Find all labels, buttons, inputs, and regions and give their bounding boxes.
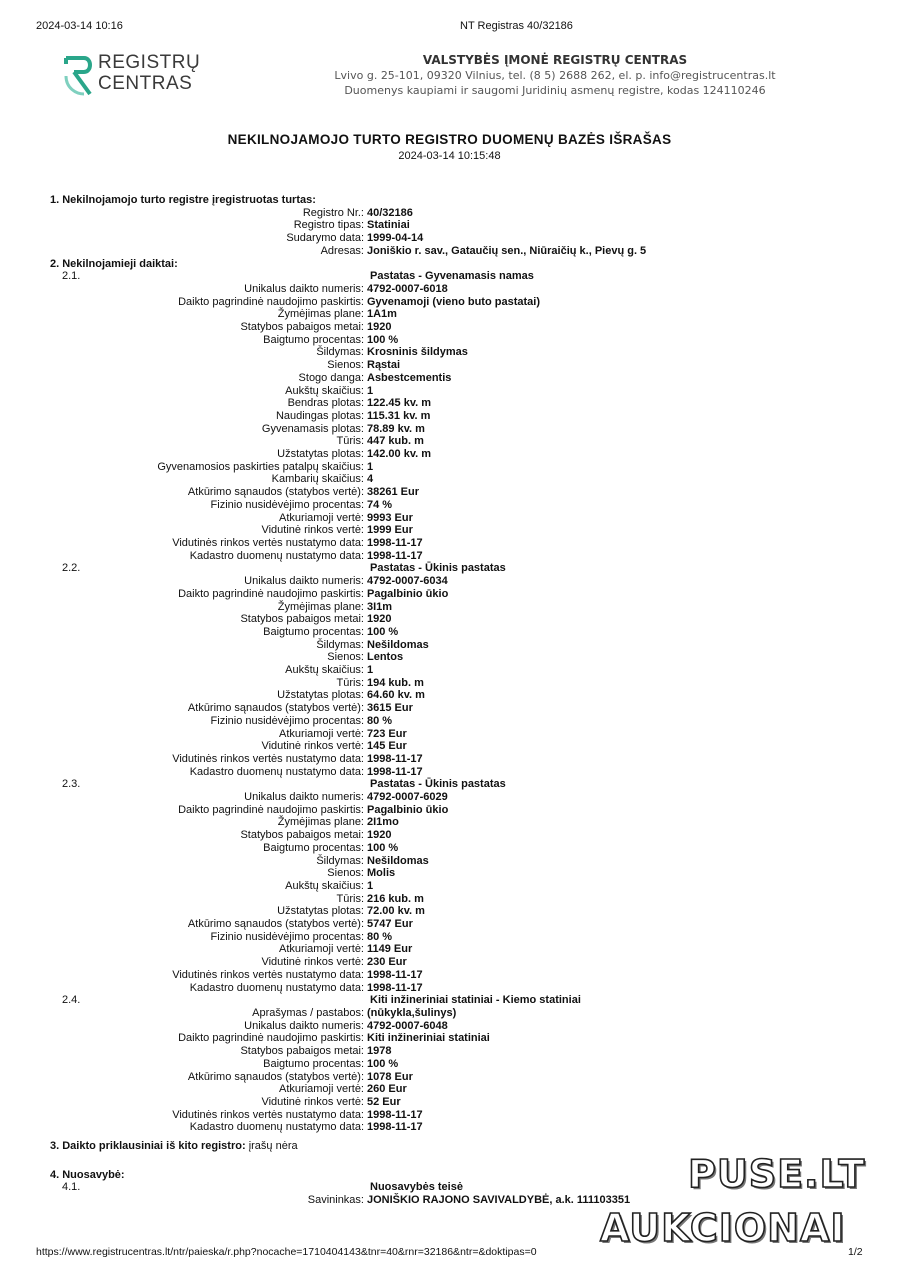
field-row bbox=[0, 385, 899, 398]
field-label: Baigtumo procentas: bbox=[263, 1057, 364, 1070]
logo-text-line1: REGISTRŲ bbox=[98, 52, 201, 73]
field-label: Vidutinės rinkos vertės nustatymo data: bbox=[172, 968, 364, 981]
field-label: Sienos: bbox=[327, 867, 364, 880]
owner-value: JONIŠKIO RAJONO SAVIVALDYBĖ, a.k. 111103351 bbox=[367, 1194, 631, 1207]
field-row bbox=[0, 639, 899, 652]
field-row bbox=[0, 550, 899, 563]
field-value: Lentos bbox=[367, 651, 404, 664]
field-label: Atkūrimo sąnaudos (statybos vertė): bbox=[187, 486, 364, 499]
field-value: 1 bbox=[367, 460, 374, 473]
field-label: Registro tipas: bbox=[293, 219, 364, 232]
field-label: Sudarymo data: bbox=[286, 232, 364, 245]
field-value: 1149 Eur bbox=[367, 943, 413, 956]
item-number: 2.1. bbox=[62, 270, 81, 283]
owner-row bbox=[0, 1194, 899, 1207]
field-label: Baigtumo procentas: bbox=[263, 333, 364, 346]
item-subheading bbox=[0, 994, 899, 1007]
field-row bbox=[0, 1058, 899, 1071]
field-row bbox=[0, 461, 899, 474]
field-value: 122.45 kv. m bbox=[367, 397, 432, 410]
field-value: 64.60 kv. m bbox=[367, 689, 425, 702]
section-4-heading: 4. Nuosavybė: bbox=[50, 1168, 125, 1181]
item-number: 2.4. bbox=[62, 994, 81, 1007]
section-2-heading: 2. Nekilnojamieji daiktai: bbox=[50, 257, 178, 270]
field-label: Daikto pagrindinė naudojimo paskirtis: bbox=[178, 295, 364, 308]
field-value: 80 % bbox=[367, 930, 393, 943]
field-row bbox=[0, 207, 899, 220]
field-row bbox=[0, 397, 899, 410]
field-value: Gyvenamoji (vieno buto pastatai) bbox=[367, 295, 540, 308]
field-value: 4792-0007-6048 bbox=[367, 1019, 448, 1032]
section-3-value: įrašų nėra bbox=[248, 1140, 298, 1153]
field-label: Sienos: bbox=[327, 359, 364, 372]
field-value: 115.31 kv. m bbox=[367, 409, 431, 422]
field-value: 230 Eur bbox=[367, 956, 407, 969]
footer-url: https://www.registrucentras.lt/ntr/paieska/r.php?nocache=1710404143&tnr=40&rnr=32186&ntr=&doktipas=0 bbox=[36, 1246, 537, 1258]
field-label: Daikto pagrindinė naudojimo paskirtis: bbox=[178, 1032, 364, 1045]
field-row bbox=[0, 1007, 899, 1020]
field-row bbox=[0, 1020, 899, 1033]
field-label: Unikalus daikto numeris: bbox=[244, 791, 364, 804]
field-row bbox=[0, 486, 899, 499]
print-datetime: 2024-03-14 10:16 bbox=[36, 20, 123, 32]
field-value: 1998-11-17 bbox=[367, 1121, 423, 1134]
field-row bbox=[0, 321, 899, 334]
field-label: Fizinio nusidėvėjimo procentas: bbox=[210, 498, 364, 511]
logo-text-line2: CENTRAS bbox=[98, 73, 193, 94]
field-label: Kadastro duomenų nustatymo data: bbox=[189, 765, 364, 778]
field-value: 1998-11-17 bbox=[367, 981, 423, 994]
item-title: Pastatas - Gyvenamasis namas bbox=[370, 270, 534, 283]
field-row bbox=[0, 283, 899, 296]
field-value: Nešildomas bbox=[367, 854, 429, 867]
field-row bbox=[0, 753, 899, 766]
field-row bbox=[0, 867, 899, 880]
org-name: VALSTYBĖS ĮMONĖ REGISTRŲ CENTRAS bbox=[422, 53, 688, 67]
field-label: Kadastro duomenų nustatymo data: bbox=[189, 1121, 364, 1134]
item-title: Pastatas - Ūkinis pastatas bbox=[370, 562, 506, 575]
field-value: 1920 bbox=[367, 829, 392, 842]
field-row bbox=[0, 677, 899, 690]
field-row bbox=[0, 931, 899, 944]
field-value: 1978 bbox=[367, 1045, 392, 1058]
field-value: 1998-11-17 bbox=[367, 536, 423, 549]
field-label: Daikto pagrindinė naudojimo paskirtis: bbox=[178, 587, 364, 600]
field-value: Kiti inžineriniai statiniai bbox=[367, 1032, 490, 1045]
field-row bbox=[0, 905, 899, 918]
field-value: 4 bbox=[367, 473, 374, 486]
field-label: Statybos pabaigos metai: bbox=[240, 613, 364, 626]
field-row bbox=[0, 791, 899, 804]
field-label: Atkuriamoji vertė: bbox=[279, 727, 364, 740]
item-title: Kiti inžineriniai statiniai - Kiemo statiniai bbox=[370, 994, 581, 1007]
field-row bbox=[0, 1071, 899, 1084]
field-label: Statybos pabaigos metai: bbox=[240, 829, 364, 842]
field-row bbox=[0, 308, 899, 321]
field-value: 9993 Eur bbox=[367, 511, 413, 524]
field-value: 3615 Eur bbox=[367, 702, 413, 715]
field-row bbox=[0, 804, 899, 817]
field-label: Tūris: bbox=[336, 676, 364, 689]
field-label: Baigtumo procentas: bbox=[263, 841, 364, 854]
item-subheading bbox=[0, 778, 899, 791]
field-row bbox=[0, 651, 899, 664]
field-label: Kadastro duomenų nustatymo data: bbox=[189, 981, 364, 994]
field-label: Vidutinės rinkos vertės nustatymo data: bbox=[172, 536, 364, 549]
field-value: 52 Eur bbox=[367, 1095, 401, 1108]
field-label: Statybos pabaigos metai: bbox=[240, 321, 364, 334]
org-address: Lvivo g. 25-101, 09320 Vilnius, tel. (8 5) 2688 262, el. p. info@registrucentras.lt bbox=[334, 69, 776, 82]
field-value: 216 kub. m bbox=[367, 892, 424, 905]
watermark-line2: AUKCIONAI bbox=[600, 1206, 846, 1250]
field-value: 72.00 kv. m bbox=[367, 905, 425, 918]
field-value: 723 Eur bbox=[367, 727, 407, 740]
field-label: Naudingas plotas: bbox=[275, 409, 364, 422]
field-row bbox=[0, 626, 899, 639]
field-value: 1999 Eur bbox=[367, 524, 413, 537]
field-row bbox=[0, 537, 899, 550]
field-value: 4792-0007-6034 bbox=[367, 575, 448, 588]
field-row bbox=[0, 334, 899, 347]
field-value: Pagalbinio ūkio bbox=[367, 587, 449, 600]
field-label: Šildymas: bbox=[316, 346, 364, 359]
page-number: 1/2 bbox=[848, 1246, 863, 1258]
field-row bbox=[0, 880, 899, 893]
field-row bbox=[0, 423, 899, 436]
field-row bbox=[0, 664, 899, 677]
field-row bbox=[0, 473, 899, 486]
field-label: Žymėjimas plane: bbox=[277, 600, 364, 613]
field-row bbox=[0, 829, 899, 842]
field-row bbox=[0, 702, 899, 715]
field-row bbox=[0, 410, 899, 423]
field-value: 1920 bbox=[367, 321, 392, 334]
section-3-heading: 3. Daikto priklausiniai iš kito registro: bbox=[50, 1140, 246, 1153]
field-row bbox=[0, 613, 899, 626]
field-label: Atkūrimo sąnaudos (statybos vertė): bbox=[187, 918, 364, 931]
field-value: 1998-11-17 bbox=[367, 752, 423, 765]
field-value: Rąstai bbox=[367, 359, 401, 372]
field-label: Vidutinės rinkos vertės nustatymo data: bbox=[172, 752, 364, 765]
field-row bbox=[0, 1096, 899, 1109]
field-row bbox=[0, 1045, 899, 1058]
field-value: 100 % bbox=[367, 1057, 399, 1070]
field-value: 260 Eur bbox=[367, 1083, 407, 1096]
field-label: Stogo danga: bbox=[298, 371, 364, 384]
field-value: 447 kub. m bbox=[367, 435, 424, 448]
field-value: 1 bbox=[367, 664, 374, 677]
field-label: Adresas: bbox=[320, 244, 364, 257]
field-row bbox=[0, 499, 899, 512]
field-label: Kadastro duomenų nustatymo data: bbox=[189, 549, 364, 562]
field-row bbox=[0, 740, 899, 753]
field-row bbox=[0, 1032, 899, 1045]
print-doc-ref: NT Registras 40/32186 bbox=[460, 20, 573, 32]
field-value: 40/32186 bbox=[367, 206, 413, 219]
ownership-num: 4.1. bbox=[62, 1181, 81, 1194]
section-2-items bbox=[0, 270, 899, 1134]
section-1-rows bbox=[0, 207, 899, 258]
field-value: Krosninis šildymas bbox=[367, 346, 468, 359]
field-value: 4792-0007-6029 bbox=[367, 791, 448, 804]
section-1-heading: 1. Nekilnojamojo turto registre įregistruotas turtas: bbox=[50, 194, 316, 206]
field-label: Gyvenamasis plotas: bbox=[261, 422, 364, 435]
field-row bbox=[0, 601, 899, 614]
field-value: 194 kub. m bbox=[367, 676, 424, 689]
field-row bbox=[0, 1121, 899, 1134]
field-value: 80 % bbox=[367, 714, 393, 727]
field-value: 1998-11-17 bbox=[367, 549, 423, 562]
field-value: 1 bbox=[367, 384, 374, 397]
field-label: Vidutinės rinkos vertės nustatymo data: bbox=[172, 1108, 364, 1121]
item-title: Pastatas - Ūkinis pastatas bbox=[370, 778, 506, 791]
field-label: Vidutinė rinkos vertė: bbox=[261, 524, 364, 537]
field-label: Atkuriamoji vertė: bbox=[279, 511, 364, 524]
field-label: Aprašymas / pastabos: bbox=[252, 1007, 364, 1019]
field-row bbox=[0, 855, 899, 868]
field-value: 5747 Eur bbox=[367, 918, 413, 931]
field-row bbox=[0, 943, 899, 956]
field-value: Pagalbinio ūkio bbox=[367, 803, 449, 816]
org-note: Duomenys kaupiami ir saugomi Juridinių asmenų registre, kodas 124110246 bbox=[344, 84, 766, 97]
field-label: Užstatytas plotas: bbox=[277, 905, 364, 918]
field-value: Molis bbox=[367, 867, 396, 880]
field-value: (nūkykla,šulinys) bbox=[367, 1007, 457, 1019]
field-label: Užstatytas plotas: bbox=[277, 689, 364, 702]
field-value: Joniškio r. sav., Gataučių sen., Niūraičių k., Pievų g. 5 bbox=[367, 244, 647, 257]
field-row bbox=[0, 219, 899, 232]
field-row bbox=[0, 715, 899, 728]
field-row bbox=[0, 893, 899, 906]
field-value: 1998-11-17 bbox=[367, 1108, 423, 1121]
field-row bbox=[0, 918, 899, 931]
field-value: Statiniai bbox=[367, 219, 410, 232]
field-label: Tūris: bbox=[336, 435, 364, 448]
field-value: 3I1m bbox=[367, 600, 393, 613]
field-label: Unikalus daikto numeris: bbox=[244, 282, 364, 295]
field-row bbox=[0, 232, 899, 245]
field-row bbox=[0, 575, 899, 588]
field-value: 145 Eur bbox=[367, 740, 407, 753]
field-label: Kambarių skaičius: bbox=[271, 473, 364, 486]
field-row bbox=[0, 524, 899, 537]
item-number: 2.3. bbox=[62, 778, 81, 791]
field-value: 78.89 kv. m bbox=[367, 422, 425, 435]
field-value: 142.00 kv. m bbox=[367, 448, 432, 461]
document-title: NEKILNOJAMOJO TURTO REGISTRO DUOMENŲ BAZĖS IŠRAŠAS bbox=[227, 132, 672, 147]
field-label: Fizinio nusidėvėjimo procentas: bbox=[210, 930, 364, 943]
field-label: Užstatytas plotas: bbox=[277, 448, 364, 461]
field-row bbox=[0, 956, 899, 969]
field-row bbox=[0, 816, 899, 829]
field-value: 1998-11-17 bbox=[367, 765, 423, 778]
field-row bbox=[0, 842, 899, 855]
organization-header bbox=[330, 52, 780, 98]
field-label: Atkūrimo sąnaudos (statybos vertė): bbox=[187, 702, 364, 715]
field-row bbox=[0, 1109, 899, 1122]
field-row bbox=[0, 448, 899, 461]
field-label: Statybos pabaigos metai: bbox=[240, 1045, 364, 1058]
item-subheading bbox=[0, 270, 899, 283]
field-value: 100 % bbox=[367, 625, 399, 638]
field-label: Baigtumo procentas: bbox=[263, 625, 364, 638]
field-label: Vidutinė rinkos vertė: bbox=[261, 1095, 364, 1108]
field-label: Unikalus daikto numeris: bbox=[244, 1019, 364, 1032]
field-value: 1 bbox=[367, 879, 374, 892]
field-value: 1998-11-17 bbox=[367, 968, 423, 981]
field-row bbox=[0, 689, 899, 702]
field-label: Šildymas: bbox=[316, 854, 364, 867]
field-label: Žymėjimas plane: bbox=[277, 308, 364, 321]
field-value: 1078 Eur bbox=[367, 1070, 413, 1083]
field-row bbox=[0, 435, 899, 448]
field-label: Aukštų skaičius: bbox=[285, 879, 364, 892]
field-row bbox=[0, 1083, 899, 1096]
field-label: Aukštų skaičius: bbox=[285, 384, 364, 397]
field-label: Vidutinė rinkos vertė: bbox=[261, 956, 364, 969]
field-row bbox=[0, 296, 899, 309]
field-label: Gyvenamosios paskirties patalpų skaičius: bbox=[157, 460, 364, 473]
field-value: 1999-04-14 bbox=[367, 232, 424, 245]
item-number: 2.2. bbox=[62, 562, 81, 575]
field-row bbox=[0, 359, 899, 372]
field-row bbox=[0, 588, 899, 601]
owner-label: Savininkas: bbox=[307, 1194, 364, 1207]
field-value: Nešildomas bbox=[367, 638, 429, 651]
document-body bbox=[0, 194, 899, 1207]
watermark-line1: PUSE.LT bbox=[688, 1152, 866, 1196]
field-value: 38261 Eur bbox=[367, 486, 419, 499]
section-3 bbox=[0, 1140, 899, 1153]
field-row bbox=[0, 245, 899, 258]
field-row bbox=[0, 982, 899, 995]
field-value: 1A1m bbox=[367, 308, 397, 321]
field-value: 100 % bbox=[367, 841, 399, 854]
field-value: 100 % bbox=[367, 333, 399, 346]
field-value: 4792-0007-6018 bbox=[367, 282, 448, 295]
item-subheading bbox=[0, 562, 899, 575]
field-row bbox=[0, 766, 899, 779]
ownership-title: Nuosavybės teisė bbox=[370, 1181, 463, 1194]
field-value: 1920 bbox=[367, 613, 392, 626]
field-label: Atkūrimo sąnaudos (statybos vertė): bbox=[187, 1070, 364, 1083]
field-label: Tūris: bbox=[336, 892, 364, 905]
field-label: Sienos: bbox=[327, 651, 364, 664]
document-date: 2024-03-14 10:15:48 bbox=[398, 150, 501, 162]
field-label: Daikto pagrindinė naudojimo paskirtis: bbox=[178, 803, 364, 816]
field-label: Žymėjimas plane: bbox=[277, 816, 364, 829]
field-row bbox=[0, 969, 899, 982]
field-label: Atkuriamoji vertė: bbox=[279, 943, 364, 956]
field-row bbox=[0, 372, 899, 385]
logo-mark-icon bbox=[62, 54, 96, 98]
field-row bbox=[0, 346, 899, 359]
field-label: Aukštų skaičius: bbox=[285, 664, 364, 677]
field-row bbox=[0, 512, 899, 525]
field-label: Registro Nr.: bbox=[302, 206, 364, 219]
field-label: Atkuriamoji vertė: bbox=[279, 1083, 364, 1096]
field-label: Vidutinė rinkos vertė: bbox=[261, 740, 364, 753]
field-label: Bendras plotas: bbox=[287, 397, 364, 410]
field-label: Unikalus daikto numeris: bbox=[244, 575, 364, 588]
field-label: Fizinio nusidėvėjimo procentas: bbox=[210, 714, 364, 727]
field-label: Šildymas: bbox=[316, 638, 364, 651]
field-row bbox=[0, 728, 899, 741]
field-value: Asbestcementis bbox=[367, 371, 452, 384]
field-value: 74 % bbox=[367, 498, 393, 511]
registru-centras-logo bbox=[62, 52, 202, 102]
field-value: 2I1mo bbox=[367, 816, 399, 829]
